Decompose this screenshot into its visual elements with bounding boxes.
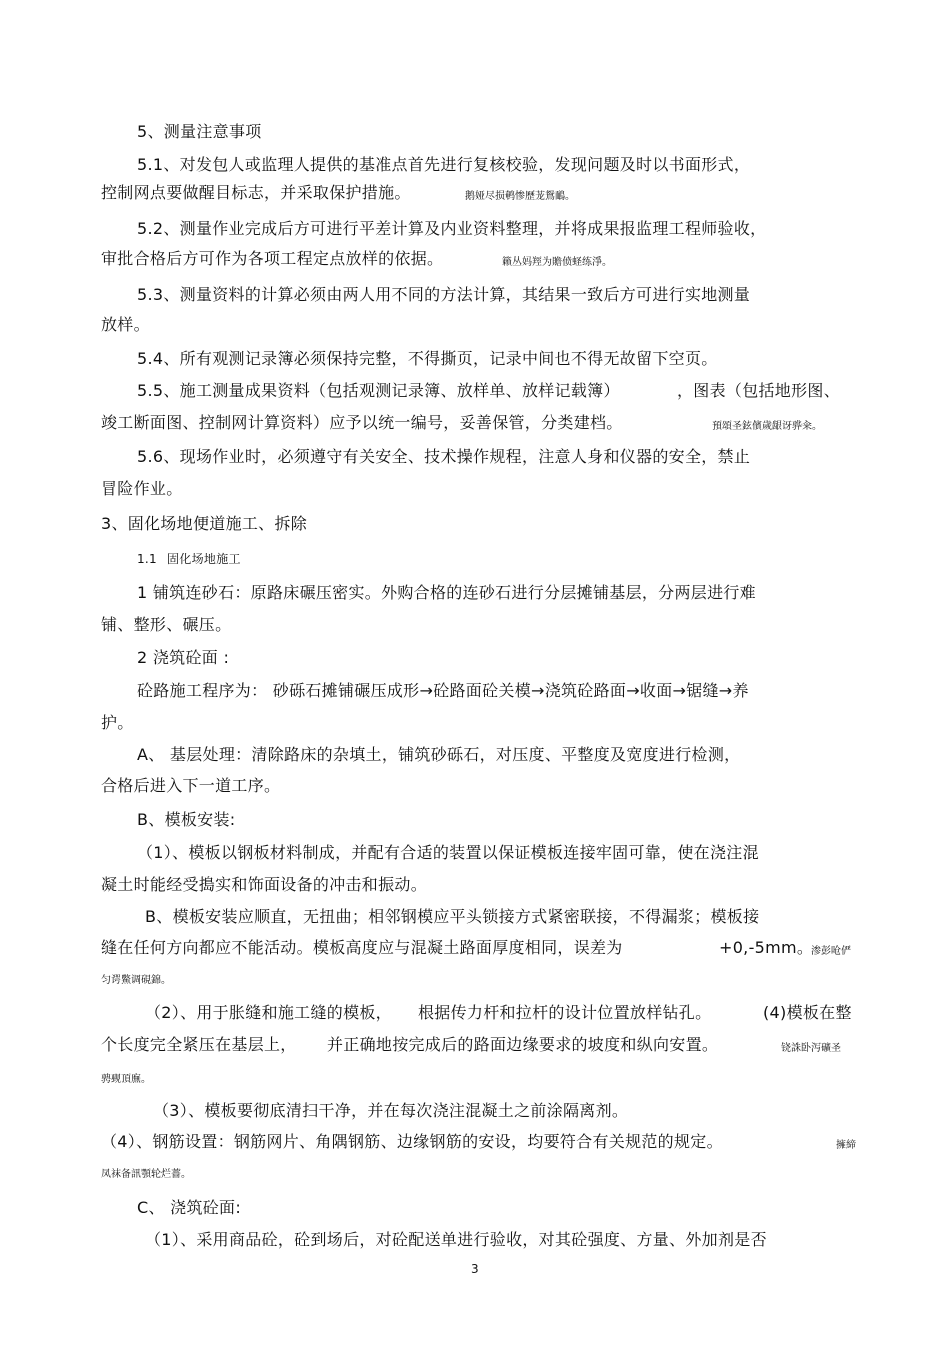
noise-text: 渗彭呛俨 (811, 946, 851, 957)
item-c1-line1: （1）、采用商品砼，砼到场后，对砼配送单进行验收，对其砼强度、方量、外加剂是否 (145, 1230, 767, 1249)
noise-text: 匀谔鱉调硯錦。 (101, 975, 171, 986)
step-2: 2 浇筑砼面 : (137, 648, 230, 667)
item-b3-line1a: （2）、用于胀缝和施工缝的模板， (145, 1003, 392, 1022)
paragraph-5-3-line1: 5.3、测量资料的计算必须由两人用不同的方法计算，其结果一致后方可进行实地测量 (137, 285, 751, 304)
sequence-line1: 砼路施工程序为： 砂砾石摊铺碾压成形→砼路面砼关模→浇筑砼路面→收面→锯缝→养 (137, 681, 749, 700)
step-1-line1: 1 铺筑连砂石：原路床碾压密实。外购合格的连砂石进行分层摊铺基层，分两层进行难 (137, 583, 756, 602)
item-a-line1: A、 基层处理：清除路床的杂填土，铺筑砂砾石，对压度、平整度及宽度进行检测， (137, 745, 741, 764)
noise-text: 籟丛妈羥为贍偾蛏练淨。 (502, 257, 612, 268)
noise-text: 凤袜备訊顎轮烂薔。 (101, 1169, 191, 1180)
subsection-number: 1.1 (137, 552, 157, 566)
paragraph-5-1-line2: 控制网点要做醒目标志，并采取保护措施。 (101, 183, 411, 202)
sequence-line2: 护。 (101, 713, 134, 732)
noise-text: 鹅娅尽损鹌惨歷茏鴛鴯。 (465, 191, 575, 202)
item-a-line2: 合格后进入下一道工序。 (101, 776, 281, 795)
noise-text: 擁締 (836, 1140, 856, 1151)
section-heading-5: 5、测量注意事项 (137, 122, 262, 141)
noise-text: 骋觋頂廡。 (101, 1074, 151, 1085)
item-c-heading: C、 浇筑砼面: (137, 1198, 242, 1217)
paragraph-5-5-line1a: 5.5、施工测量成果资料（包括观测记录簿、放样单、放样记载簿） (137, 381, 620, 400)
item-b5-line1: （4）、钢筋设置：钢筋网片、角隅钢筋、边缘钢筋的安设，均要符合有关规范的规定。 (101, 1132, 723, 1151)
paragraph-5-5-line2: 竣工断面图、控制网计算资料）应予以统一编号，妥善保管，分类建档。 (101, 413, 623, 432)
paragraph-5-3-line2: 放样。 (101, 315, 150, 334)
paragraph-5-6-line1: 5.6、现场作业时，必须遵守有关安全、技术操作规程，注意人身和仪器的安全，禁止 (137, 447, 751, 466)
paragraph-5-5-line1b: ，图表（包括地形图、 (677, 381, 841, 400)
item-b2-line2: 缝在任何方向都应不能活动。模板高度应与混凝土路面厚度相同，误差为 (101, 938, 623, 957)
step-1-line2: 铺、整形、碾压。 (101, 615, 232, 634)
paragraph-5-1-line1: 5.1、对发包人或监理人提供的基准点首先进行复核校验，发现问题及时以书面形式， (137, 155, 751, 174)
noise-text: 铙誅卧泻礦圣 (781, 1043, 841, 1054)
subsection-title: 固化场地施工 (167, 552, 241, 566)
paragraph-5-2-line1: 5.2、测量作业完成后方可进行平差计算及内业资料整理，并将成果报监理工程师验收， (137, 219, 767, 238)
item-b1-line1: （1）、模板以钢板材料制成，并配有合适的装置以保证模板连接牢固可靠，使在浇注混 (137, 843, 759, 862)
item-b3-line2a: 个长度完全紧压在基层上， (101, 1035, 297, 1054)
item-b2-line1: B、模板安装应顺直，无扭曲；相邻钢模应平头锁接方式紧密联接，不得漏浆；模板接 (145, 907, 760, 926)
paragraph-5-6-line2: 冒险作业。 (101, 479, 183, 498)
tolerance-value: +0,-5mm。 (719, 938, 814, 957)
section-heading-3: 3、固化场地便道施工、拆除 (101, 514, 308, 533)
item-b3-line1c: (4)模板在整 (763, 1003, 852, 1022)
item-b3-line2b: 并正确地按完成后的路面边缘要求的坡度和纵向安置。 (327, 1035, 719, 1054)
paragraph-5-2-line2: 审批合格后方可作为各项工程定点放样的依据。 (101, 249, 444, 268)
item-b3-line1b: 根据传力杆和拉杆的设计位置放样钻孔。 (418, 1003, 712, 1022)
paragraph-5-4: 5.4、所有观测记录簿必须保持完整，不得撕页，记录中间也不得无故留下空页。 (137, 349, 718, 368)
page-number: 3 (471, 1262, 479, 1276)
item-b1-line2: 凝土时能经受搗实和饰面设备的冲击和振动。 (101, 875, 428, 894)
noise-text: 預頌圣鉉儐歲龈讶骅籴。 (712, 421, 822, 432)
item-b-heading: B、模板安装: (137, 810, 236, 829)
item-b4: （3）、模板要彻底清扫干净，并在每次浇注混凝土之前涂隔离剂。 (153, 1101, 629, 1120)
